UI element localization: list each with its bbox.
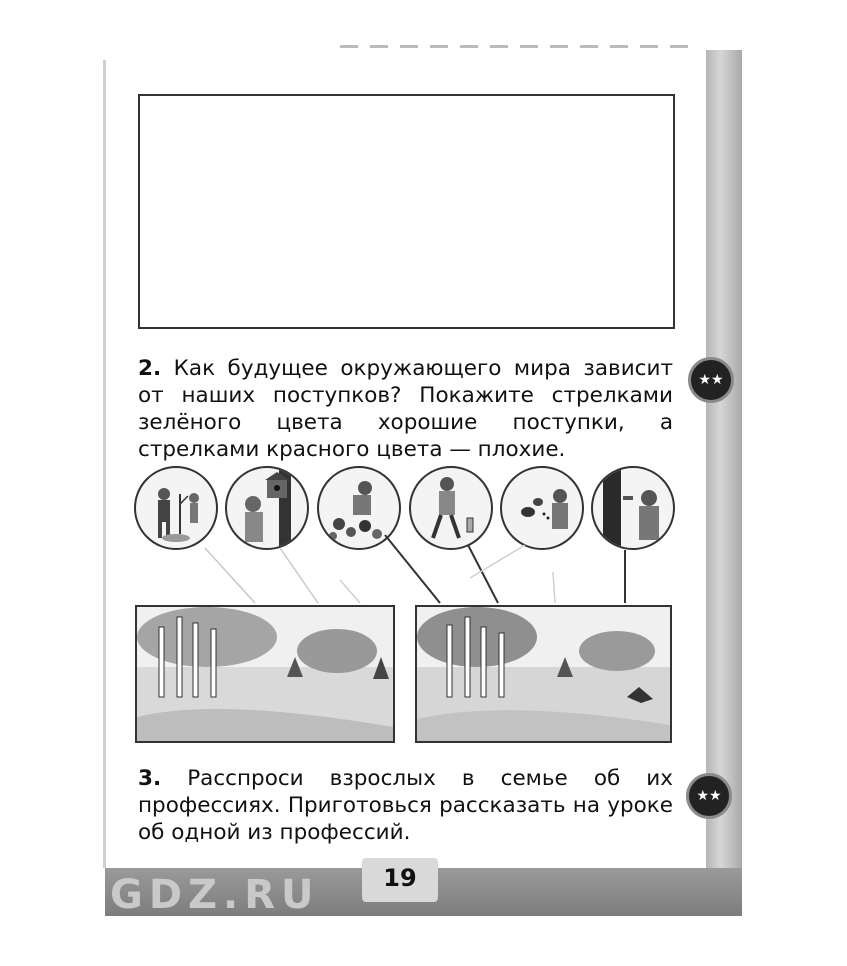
arrow-planting-tree — [205, 548, 255, 603]
drawing-answer-box[interactable] — [138, 94, 675, 329]
task-3 — [138, 765, 673, 846]
landscape-healthy-forest — [135, 605, 395, 743]
task-3-text: Расспроси взрослых в семье об их профессиях. Приготовься рассказать на уроке об одной из профессий. — [138, 766, 673, 845]
action-circle-planting-tree[interactable] — [134, 466, 218, 550]
arrow-feeding-birds — [470, 545, 525, 578]
action-circle-feeding-birds[interactable] — [500, 466, 584, 550]
watermark: GDZ.RU — [110, 872, 320, 918]
task-3-number: 3. — [138, 766, 162, 791]
star-icon: ★★ — [688, 357, 734, 403]
action-circle-damaging-tree[interactable] — [591, 466, 675, 550]
birdhouse-illustration — [227, 468, 307, 548]
action-circle-birdhouse[interactable] — [225, 466, 309, 550]
action-circle-picking-flowers[interactable] — [317, 466, 401, 550]
littering-illustration — [411, 468, 491, 548]
task-2-text: Как будущее окружающего мира зависит от наших поступков? Покажите стрелками зелёного цвета хорошие поступки, а стрелками красного цвета — плохие. — [138, 356, 673, 462]
planting-tree-illustration — [136, 468, 216, 548]
action-circle-littering[interactable] — [409, 466, 493, 550]
arrow-birdhouse — [280, 548, 318, 603]
feeding-birds-illustration — [502, 468, 582, 548]
task-2-number: 2. — [138, 356, 162, 381]
forest-illustration — [417, 607, 670, 741]
picking-flowers-illustration — [319, 468, 399, 548]
damaging-tree-illustration — [593, 468, 673, 548]
landscape-damaged-forest — [415, 605, 672, 743]
star-icon: ★★ — [686, 773, 732, 819]
arrow-littering — [468, 545, 498, 603]
forest-illustration — [137, 607, 393, 741]
arrow-picking-flowers-green — [340, 580, 360, 603]
scan-artifact — [340, 45, 700, 48]
task-2 — [138, 355, 673, 463]
arrow-feeding-birds-end — [553, 572, 555, 603]
page-left-edge — [103, 60, 106, 868]
page-number: 19 — [362, 858, 438, 902]
